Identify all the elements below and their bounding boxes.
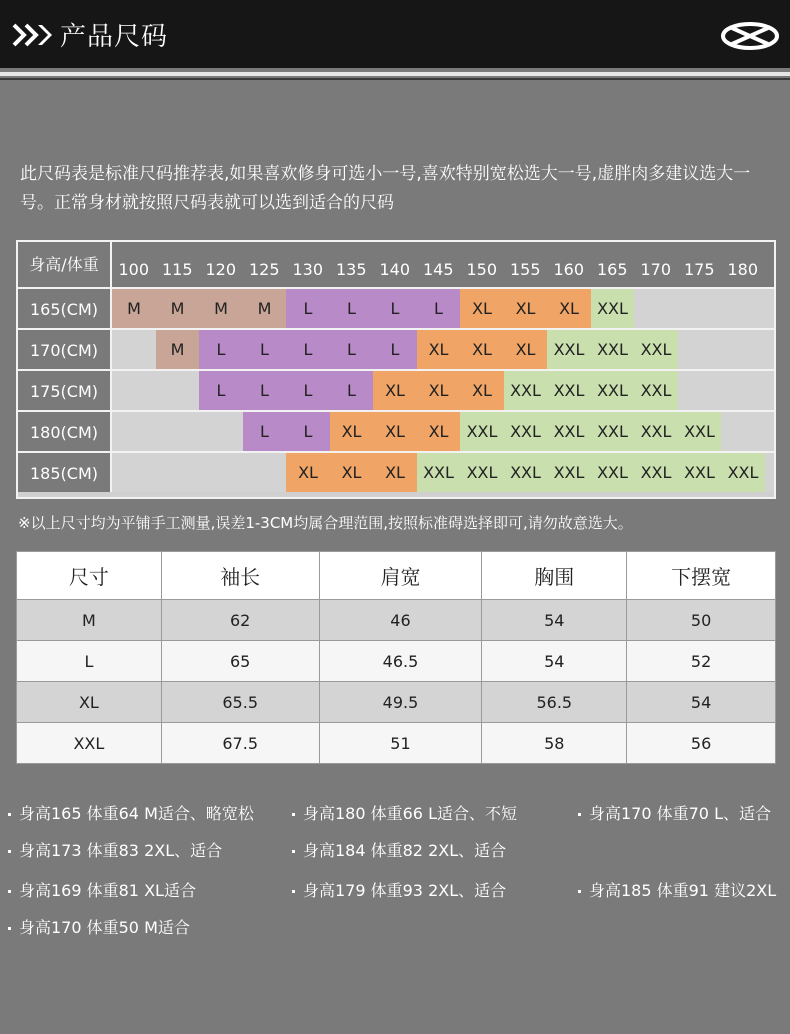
size-cell: XXL: [460, 412, 504, 451]
customer-example-text: 身高170 体重50 M适合: [19, 918, 190, 937]
height-row-label: 180(CM): [18, 410, 112, 451]
size-cell: XXL: [634, 412, 678, 451]
height-row-label: 165(CM): [18, 287, 112, 328]
measurement-cell: 65: [161, 641, 319, 682]
size-cell: L: [286, 371, 330, 410]
size-cell: XL: [417, 412, 461, 451]
size-cell: M: [199, 289, 243, 328]
size-cell: XXL: [547, 330, 591, 369]
size-cell: XL: [286, 453, 330, 492]
measurement-header-row: [17, 552, 776, 600]
customer-example: [8, 917, 190, 939]
size-cell: M: [156, 289, 200, 328]
measurement-cell: 58: [482, 723, 627, 764]
size-cell: [721, 289, 765, 328]
size-cell: [156, 453, 200, 492]
weight-header-cell: 180: [727, 260, 759, 279]
size-cell: M: [112, 289, 156, 328]
size-cell: [634, 289, 678, 328]
measurement-cell: 54: [627, 682, 776, 723]
size-cell: XL: [373, 453, 417, 492]
measurement-cell: XXL: [17, 723, 162, 764]
weight-header-cell: 120: [205, 260, 237, 279]
size-cell: XXL: [504, 371, 548, 410]
measurement-header-cell: 尺寸: [17, 552, 162, 600]
weight-header-cell: 160: [553, 260, 585, 279]
measurement-cell: L: [17, 641, 162, 682]
weight-header-cell: 150: [466, 260, 498, 279]
customer-example-text: 身高184 体重82 2XL、适合: [303, 841, 507, 860]
bullet-icon: [8, 927, 11, 930]
size-cell: [112, 453, 156, 492]
size-cell: XL: [373, 412, 417, 451]
height-row-label: 185(CM): [18, 451, 112, 492]
bullet-icon: [8, 813, 11, 816]
weight-header-cell: 155: [509, 260, 541, 279]
customer-example: [8, 803, 254, 825]
size-cell: [678, 330, 722, 369]
size-cell: XXL: [460, 453, 504, 492]
bullet-icon: [578, 890, 581, 893]
customer-example-text: 身高180 体重66 L适合、不短: [303, 804, 517, 823]
size-cell: [112, 371, 156, 410]
measurement-cell: 65.5: [161, 682, 319, 723]
measurement-row: [17, 723, 776, 764]
measurement-cell: 62: [161, 600, 319, 641]
customer-example: [8, 840, 222, 862]
size-cell: [721, 371, 765, 410]
bullet-icon: [8, 890, 11, 893]
weight-header-cell: 115: [161, 260, 193, 279]
measurement-cell: 67.5: [161, 723, 319, 764]
measurement-cell: 54: [482, 641, 627, 682]
size-cell: L: [330, 371, 374, 410]
weight-header-cell: 175: [683, 260, 715, 279]
customer-example: [292, 803, 517, 825]
size-cell: M: [156, 330, 200, 369]
size-cell: L: [373, 330, 417, 369]
size-cell: XXL: [591, 289, 635, 328]
header-divider: [0, 72, 790, 76]
size-cell: XXL: [547, 412, 591, 451]
weight-header-cell: 125: [248, 260, 280, 279]
measurement-cell: XL: [17, 682, 162, 723]
size-cell: XL: [460, 330, 504, 369]
bullet-icon: [578, 813, 581, 816]
double-chevron-icon: [12, 22, 52, 48]
brand-logo-icon: [720, 20, 780, 52]
size-cell: XL: [330, 453, 374, 492]
size-cell: XXL: [591, 453, 635, 492]
size-cell: M: [243, 289, 287, 328]
bullet-icon: [292, 813, 295, 816]
measurement-cell: 46: [319, 600, 482, 641]
customer-example: [292, 880, 506, 902]
size-cell: XL: [504, 289, 548, 328]
size-cell: XL: [417, 371, 461, 410]
measurement-cell: 54: [482, 600, 627, 641]
weight-header-cell: 165: [596, 260, 628, 279]
measurement-cell: 51: [319, 723, 482, 764]
customer-example: [8, 880, 196, 902]
size-cell: XXL: [504, 412, 548, 451]
size-cell: XXL: [678, 453, 722, 492]
size-cell: [678, 371, 722, 410]
weight-header-cell: 170: [640, 260, 672, 279]
size-cell: XXL: [678, 412, 722, 451]
size-cell: L: [417, 289, 461, 328]
measurement-cell: 56: [627, 723, 776, 764]
measurement-row: [17, 600, 776, 641]
measurement-header-cell: 下摆宽: [627, 552, 776, 600]
size-cell: XXL: [591, 412, 635, 451]
size-cell: [721, 412, 765, 451]
size-cell: L: [286, 289, 330, 328]
size-cell: XL: [373, 371, 417, 410]
size-cell: XL: [417, 330, 461, 369]
size-cell: [721, 330, 765, 369]
size-chart-header: [18, 242, 774, 287]
size-cell: [199, 412, 243, 451]
size-cell: XXL: [634, 330, 678, 369]
measurement-header-cell: 胸围: [482, 552, 627, 600]
page-header: [0, 0, 790, 68]
customer-example: [578, 803, 771, 825]
size-cell: XXL: [591, 330, 635, 369]
intro-text: 此尺码表是标准尺码推荐表,如果喜欢修身可选小一号,喜欢特别宽松选大一号,虚胖肉多建议选大一号。正常身材就按照尺码表就可以选到适合的尺码: [20, 164, 751, 213]
size-cell: XL: [460, 371, 504, 410]
header-divider-shadow: [0, 78, 790, 80]
customer-example: [292, 840, 506, 862]
size-cell: L: [330, 330, 374, 369]
size-cell: XXL: [547, 453, 591, 492]
size-cell: [156, 371, 200, 410]
bullet-icon: [8, 850, 11, 853]
size-cell: XXL: [634, 371, 678, 410]
weight-header-cell: 135: [335, 260, 367, 279]
size-cell: XL: [330, 412, 374, 451]
size-cell: L: [243, 371, 287, 410]
weight-header-cell: 100: [118, 260, 150, 279]
size-cell: XL: [460, 289, 504, 328]
customer-example-text: 身高169 体重81 XL适合: [19, 881, 196, 900]
measurement-header-cell: 袖长: [161, 552, 319, 600]
size-cell: L: [286, 330, 330, 369]
customer-example-text: 身高170 体重70 L、适合: [589, 804, 771, 823]
size-cell: XXL: [634, 453, 678, 492]
size-cell: [112, 330, 156, 369]
measurement-row: [17, 641, 776, 682]
size-cell: XL: [504, 330, 548, 369]
customer-example-text: 身高165 体重64 M适合、略宽松: [19, 804, 254, 823]
page-title: 产品尺码: [60, 22, 169, 52]
customer-example-text: 身高173 体重83 2XL、适合: [19, 841, 223, 860]
measurement-cell: 49.5: [319, 682, 482, 723]
weight-header-cell: 145: [422, 260, 454, 279]
size-cell: XXL: [504, 453, 548, 492]
customer-example: [578, 880, 776, 902]
measurement-cell: 46.5: [319, 641, 482, 682]
size-cell: XXL: [721, 453, 765, 492]
measurement-cell: 52: [627, 641, 776, 682]
measurement-row: [17, 682, 776, 723]
size-cell: [112, 412, 156, 451]
size-chart-corner-label: 身高/体重: [18, 242, 112, 287]
size-cell: L: [243, 330, 287, 369]
bullet-icon: [292, 850, 295, 853]
size-cell: XXL: [547, 371, 591, 410]
size-cell: L: [243, 412, 287, 451]
measurement-table: [16, 551, 776, 764]
size-cell: XL: [547, 289, 591, 328]
weight-header-cell: 130: [292, 260, 324, 279]
size-cell: [156, 412, 200, 451]
measurement-cell: 56.5: [482, 682, 627, 723]
size-cell: L: [330, 289, 374, 328]
measurement-cell: M: [17, 600, 162, 641]
size-cell: [678, 289, 722, 328]
size-cell: L: [286, 412, 330, 451]
size-chart: [16, 240, 776, 499]
measurement-header-cell: 肩宽: [319, 552, 482, 600]
weight-header-cell: 140: [379, 260, 411, 279]
bullet-icon: [292, 890, 295, 893]
size-cell: L: [373, 289, 417, 328]
size-cell: XXL: [591, 371, 635, 410]
customer-example-text: 身高179 体重93 2XL、适合: [303, 881, 507, 900]
measurement-cell: 50: [627, 600, 776, 641]
size-cell: [199, 453, 243, 492]
size-cell: [243, 453, 287, 492]
size-cell: XXL: [417, 453, 461, 492]
height-row-label: 170(CM): [18, 328, 112, 369]
customer-example-text: 身高185 体重91 建议2XL: [589, 881, 777, 900]
size-cell: L: [199, 330, 243, 369]
measurement-note: ※以上尺寸均为平铺手工测量,误差1-3CM均属合理范围,按照标准碍选择即可,请勿故意选大。: [18, 514, 633, 532]
size-cell: L: [199, 371, 243, 410]
height-row-label: 175(CM): [18, 369, 112, 410]
